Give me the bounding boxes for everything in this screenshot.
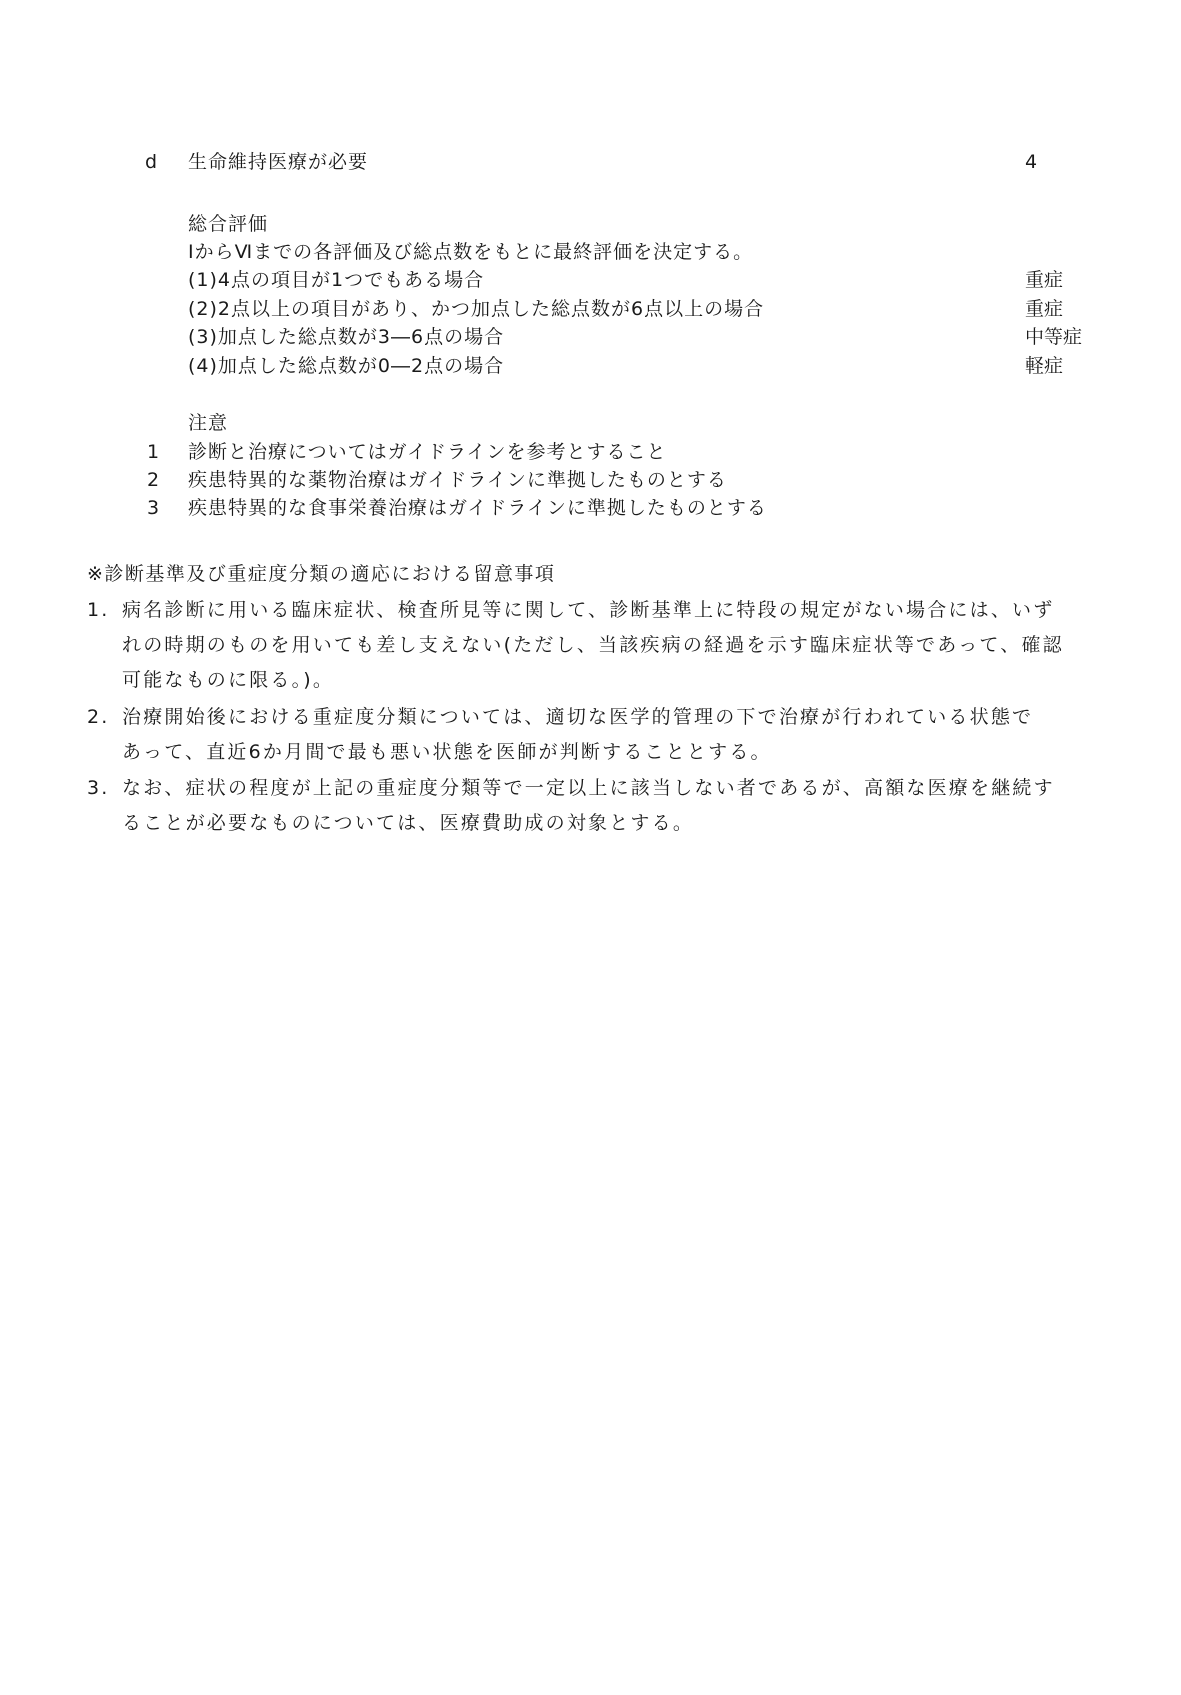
caution-item-num: 1 [147, 441, 161, 463]
caution-item-text: 疾患特異的な薬物治療はガイドラインに準拠したものとする [188, 469, 727, 491]
overall-rule-result: 中等症 [1025, 326, 1083, 348]
note-line: あって、直近6か月間で最も悪い状態を医師が判断することとする。 [122, 741, 772, 763]
note-line: なお、症状の程度が上記の重症度分類等で一定以上に該当しない者であるが、高額な医療を継続す [122, 777, 1055, 799]
overall-rule-result: 重症 [1025, 298, 1064, 320]
item-d-score: 4 [1025, 151, 1038, 173]
caution-item-num: 2 [147, 469, 161, 491]
item-d-marker: d [145, 151, 159, 173]
item-d-label: 生命維持医療が必要 [188, 151, 369, 173]
overall-rule-text: (4)加点した総点数が0―2点の場合 [188, 355, 505, 377]
overall-rule-result: 軽症 [1025, 355, 1064, 377]
note-line: 病名診断に用いる臨床症状、検査所見等に関して、診断基準上に特段の規定がない場合には、いず [122, 599, 1055, 621]
caution-item-text: 疾患特異的な食事栄養治療はガイドラインに準拠したものとする [188, 497, 767, 519]
caution-item-text: 診断と治療についてはガイドラインを参考とすること [188, 441, 667, 463]
note-line: れの時期のものを用いても差し支えない(ただし、当該疾病の経過を示す臨床症状等であって、確認 [122, 634, 1064, 656]
caution-title: 注意 [188, 412, 229, 434]
caution-item-num: 3 [147, 497, 161, 519]
note-num: 2. [87, 706, 110, 728]
overall-title: 総合評価 [188, 213, 269, 235]
note-line: 可能なものに限る。)。 [122, 669, 335, 691]
overall-rule-text: (2)2点以上の項目があり、かつ加点した総点数が6点以上の場合 [188, 298, 765, 320]
overall-intro: ⅠからⅥまでの各評価及び総点数をもとに最終評価を決定する。 [188, 241, 754, 263]
overall-rule-result: 重症 [1025, 269, 1064, 291]
note-line: 治療開始後における重症度分類については、適切な医学的管理の下で治療が行われている状態で [122, 706, 1034, 728]
overall-rule-text: (3)加点した総点数が3―6点の場合 [188, 326, 505, 348]
overall-rule-text: (1)4点の項目が1つでもある場合 [188, 269, 485, 291]
notes-heading: ※診断基準及び重症度分類の適応における留意事項 [87, 563, 556, 585]
note-num: 1. [87, 599, 110, 621]
note-line: ることが必要なものについては、医療費助成の対象とする。 [122, 812, 695, 834]
note-num: 3. [87, 777, 110, 799]
